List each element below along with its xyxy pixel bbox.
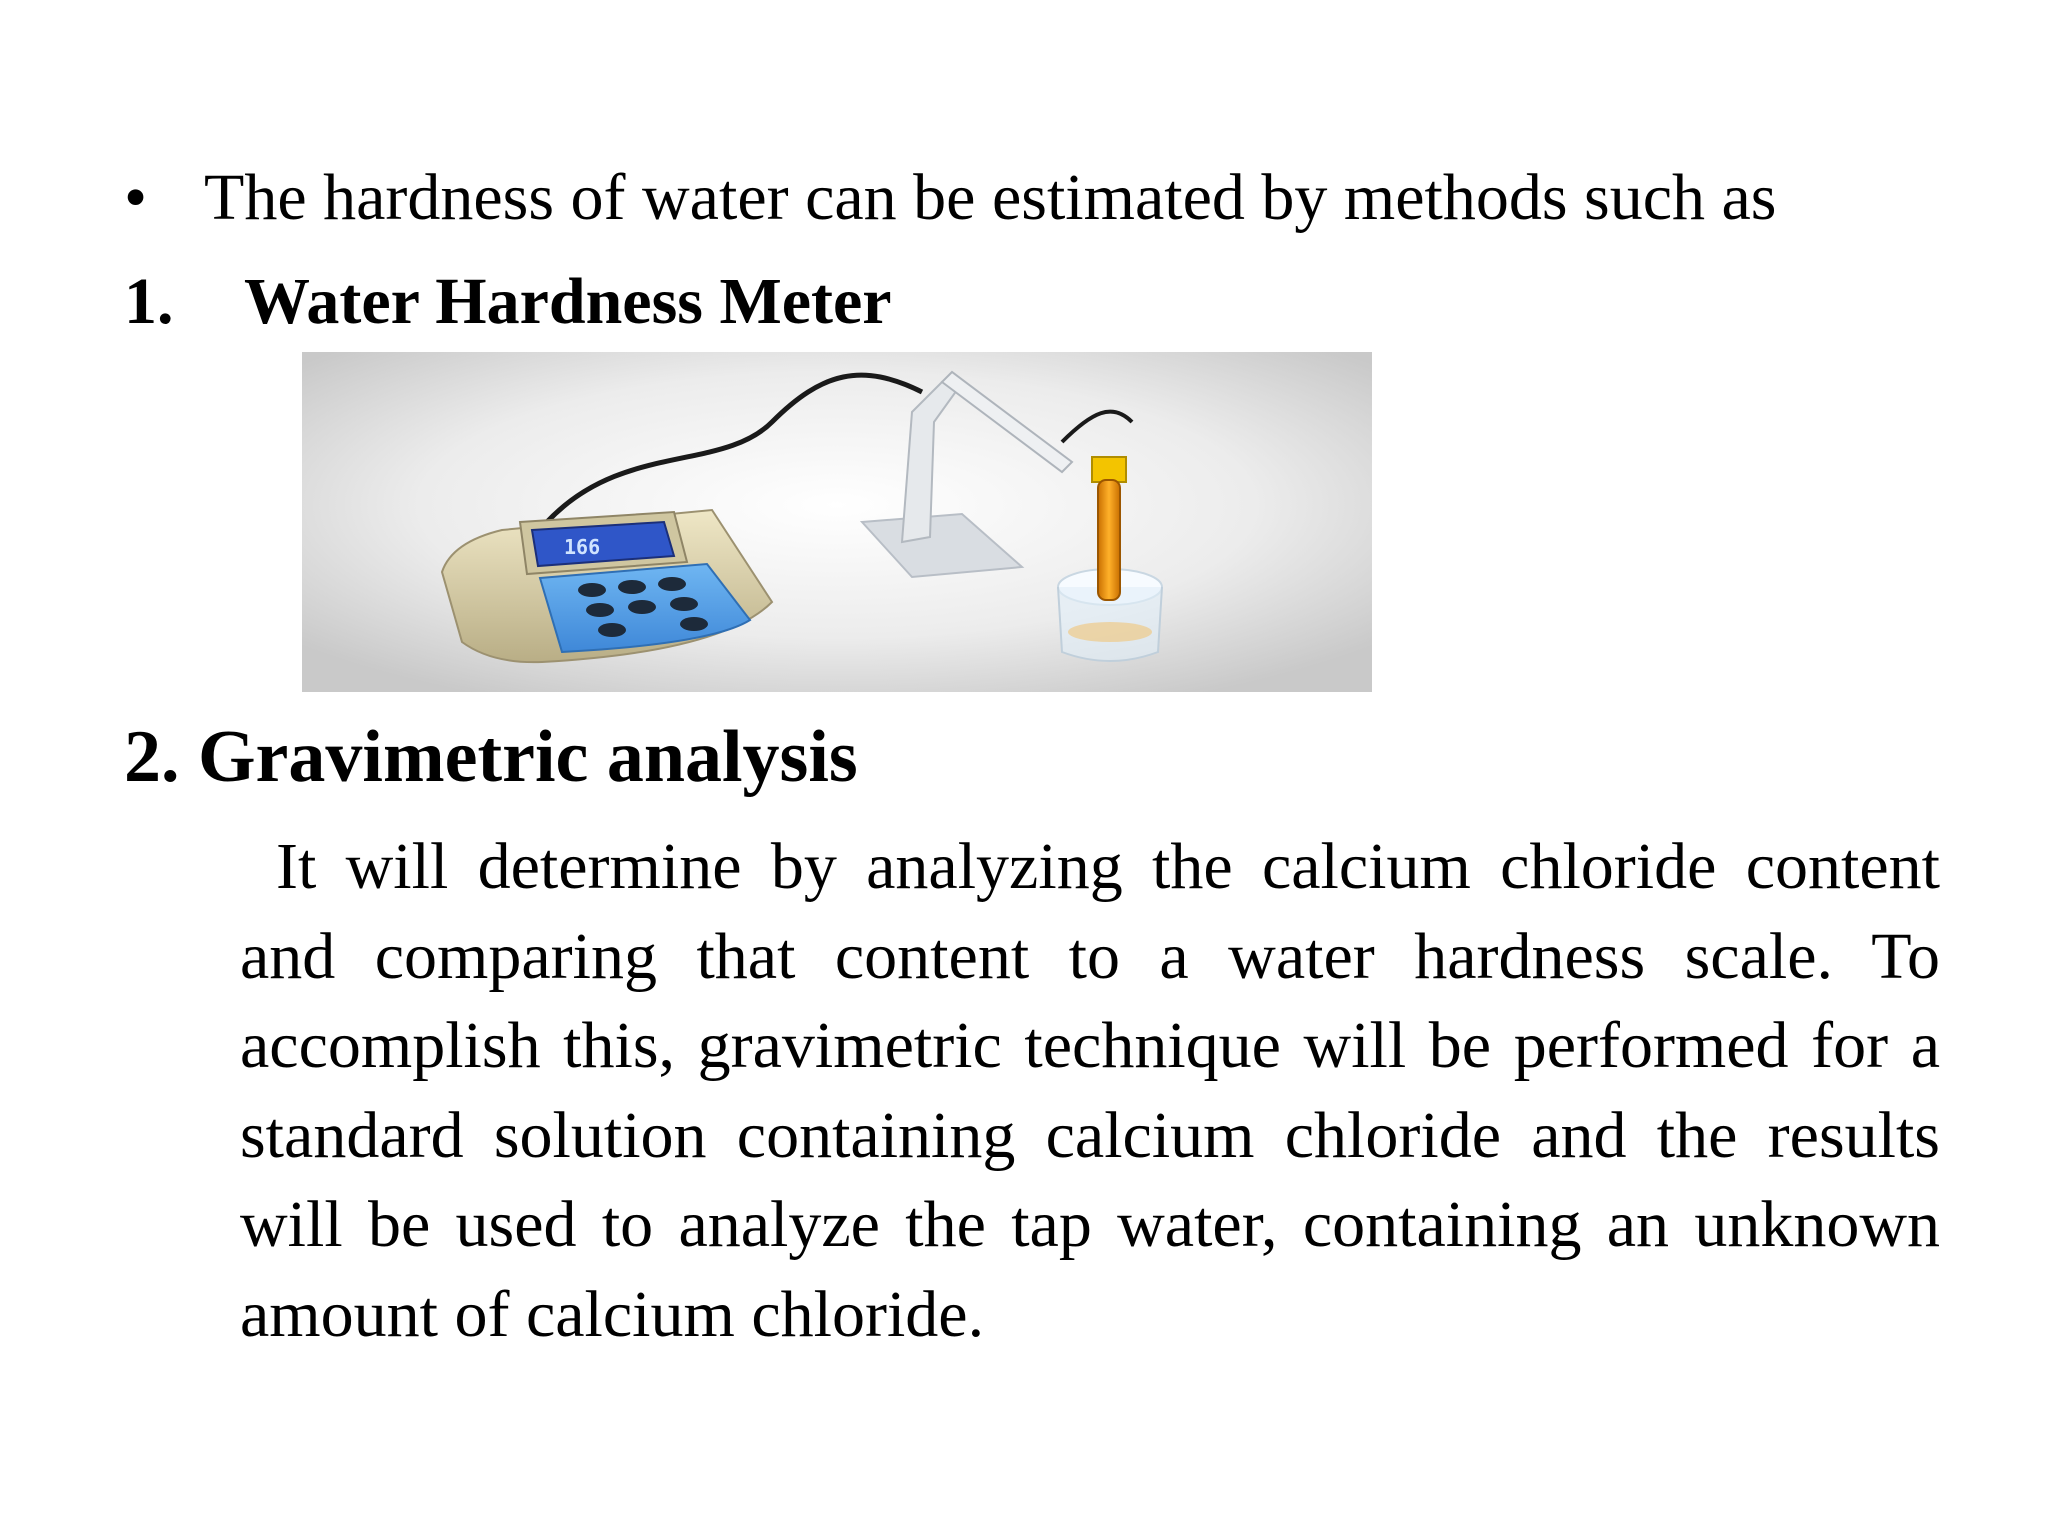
meter-display-reading: 166 [564,535,601,559]
bullet-marker: • [124,161,148,234]
keypad-button [618,580,646,594]
keypad-button [628,600,656,614]
keypad-button [598,623,626,637]
keypad-button [586,603,614,617]
keypad-button [670,597,698,611]
keypad-button [578,583,606,597]
method-one-heading [124,262,892,342]
method-two-title: Gravimetric analysis [198,716,858,798]
intro-text: The hardness of water can be estimated by methods such as [204,161,1777,234]
method-two-number: 2. [124,716,180,798]
electrode-cap [1092,457,1126,482]
method-one-number: 1. [124,265,174,338]
keypad-button [658,577,686,591]
electrode-tube [1098,480,1120,600]
method-one-title: Water Hardness Meter [244,265,892,338]
method-two-heading [124,712,858,802]
beaker-liquid [1068,622,1152,642]
water-hardness-meter-image [302,352,1372,692]
keypad-button [680,617,708,631]
gravimetric-description: It will determine by analyzing the calcium chloride content and comparing that content to a water hardness scale. To accomplish this, gravimetric technique will be performed for a standard solution containing calcium chloride and the results will be used to analyze the tap water, containing an unknown amount of calcium chloride. [240,830,1940,1351]
intro-bullet-line [124,158,1777,238]
